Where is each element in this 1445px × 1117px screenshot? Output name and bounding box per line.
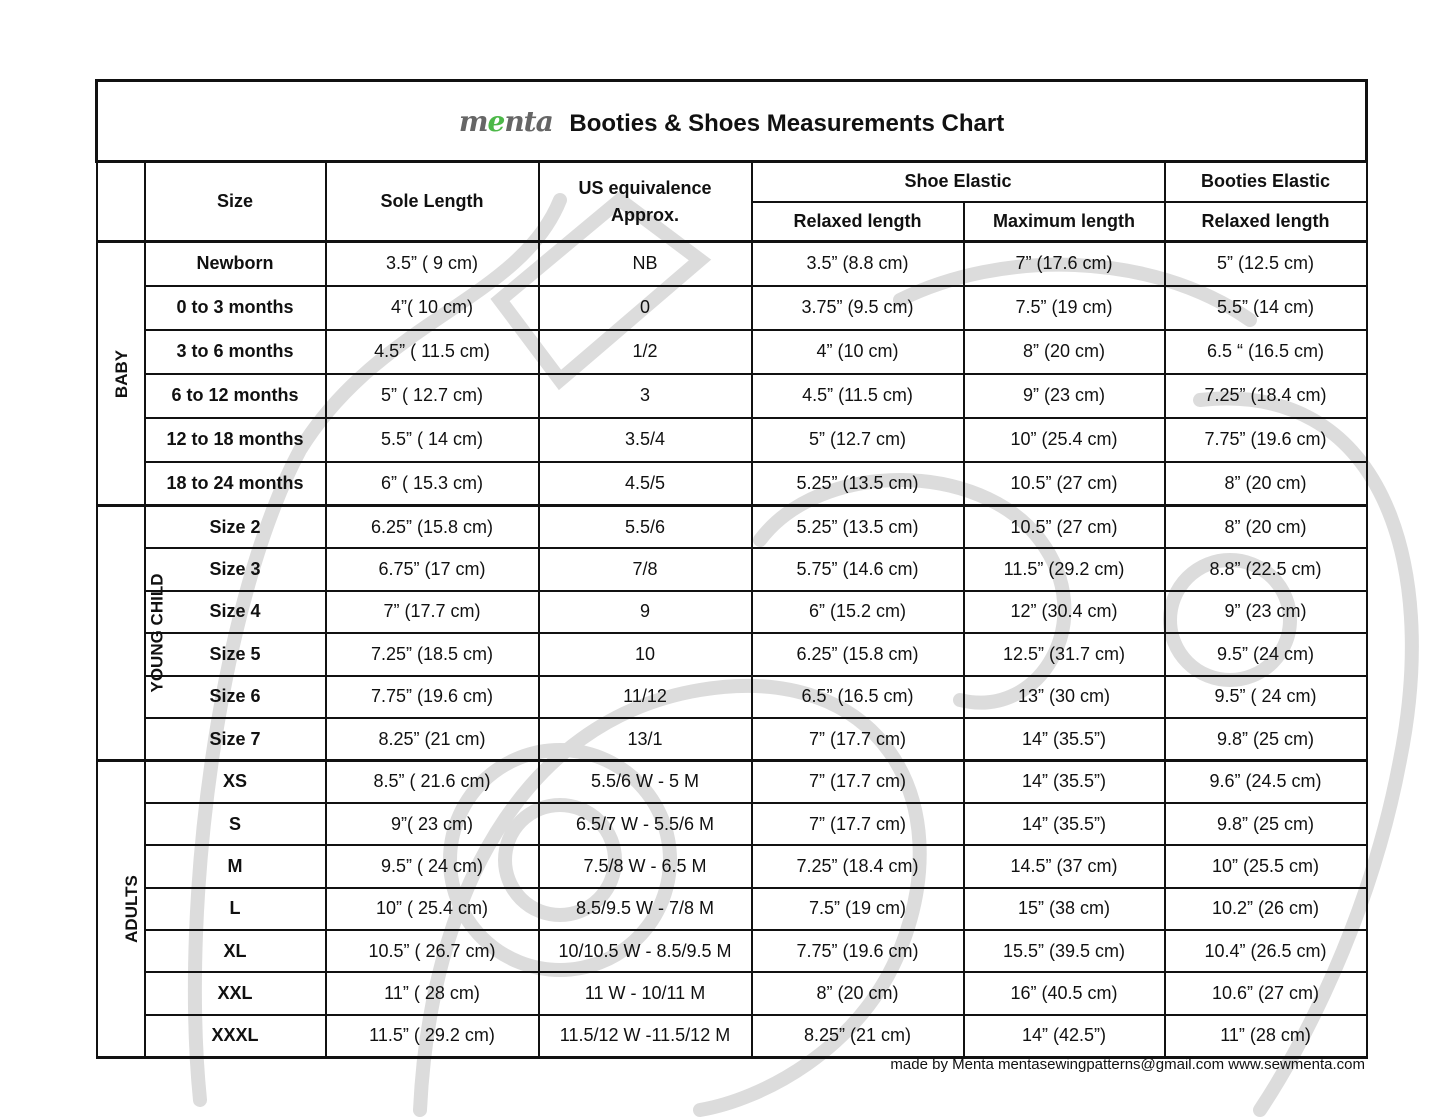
cell-size: XXL <box>145 972 326 1014</box>
table-row <box>97 242 1367 286</box>
table-body <box>97 242 1367 1058</box>
cell-sole-length: 4.5” ( 11.5 cm) <box>326 330 539 374</box>
cell-shoe-maximum-length: 14” (35.5”) <box>964 761 1165 803</box>
group-label-text: ADULTS <box>121 875 141 943</box>
cell-booties-relaxed-length: 5.5” (14 cm) <box>1165 286 1367 330</box>
cell-size: S <box>145 803 326 845</box>
cell-shoe-relaxed-length: 5” (12.7 cm) <box>752 418 964 462</box>
cell-size: Newborn <box>145 242 326 286</box>
cell-size: Size 3 <box>145 548 326 591</box>
cell-sole-length: 5” ( 12.7 cm) <box>326 374 539 418</box>
header-relaxed-length: Relaxed length <box>752 202 964 242</box>
table-row <box>97 718 1367 761</box>
cell-us-equivalence: 11/12 <box>539 676 752 719</box>
cell-shoe-maximum-length: 15.5” (39.5 cm) <box>964 930 1165 972</box>
cell-sole-length: 10.5” ( 26.7 cm) <box>326 930 539 972</box>
cell-us-equivalence: 8.5/9.5 W - 7/8 M <box>539 888 752 930</box>
cell-shoe-maximum-length: 9” (23 cm) <box>964 374 1165 418</box>
table-row <box>97 1015 1367 1057</box>
cell-shoe-maximum-length: 10.5” (27 cm) <box>964 462 1165 506</box>
cell-booties-relaxed-length: 9.5” (24 cm) <box>1165 633 1367 676</box>
table-row <box>97 548 1367 591</box>
cell-sole-length: 4”( 10 cm) <box>326 286 539 330</box>
header-booties-relaxed-length: Relaxed length <box>1165 202 1367 242</box>
cell-booties-relaxed-length: 10.2” (26 cm) <box>1165 888 1367 930</box>
cell-sole-length: 7” (17.7 cm) <box>326 591 539 634</box>
cell-shoe-relaxed-length: 7” (17.7 cm) <box>752 803 964 845</box>
cell-shoe-maximum-length: 14” (35.5”) <box>964 718 1165 761</box>
header-shoe-elastic: Shoe Elastic <box>752 162 1165 202</box>
cell-booties-relaxed-length: 9” (23 cm) <box>1165 591 1367 634</box>
cell-us-equivalence: 5.5/6 <box>539 506 752 549</box>
cell-shoe-relaxed-length: 7.75” (19.6 cm) <box>752 930 964 972</box>
cell-size: 18 to 24 months <box>145 462 326 506</box>
header-us-equivalence: US equivalence Approx. <box>539 162 752 242</box>
cell-size: M <box>145 845 326 887</box>
cell-booties-relaxed-length: 10” (25.5 cm) <box>1165 845 1367 887</box>
cell-us-equivalence: 11 W - 10/11 M <box>539 972 752 1014</box>
header-booties-elastic: Booties Elastic <box>1165 162 1367 202</box>
cell-booties-relaxed-length: 10.6” (27 cm) <box>1165 972 1367 1014</box>
cell-shoe-relaxed-length: 3.5” (8.8 cm) <box>752 242 964 286</box>
cell-size: 0 to 3 months <box>145 286 326 330</box>
table-row <box>97 888 1367 930</box>
table-row <box>97 676 1367 719</box>
cell-shoe-relaxed-length: 6.25” (15.8 cm) <box>752 633 964 676</box>
cell-sole-length: 5.5” ( 14 cm) <box>326 418 539 462</box>
cell-size: L <box>145 888 326 930</box>
cell-us-equivalence: 9 <box>539 591 752 634</box>
cell-us-equivalence: 5.5/6 W - 5 M <box>539 761 752 803</box>
cell-shoe-maximum-length: 7” (17.6 cm) <box>964 242 1165 286</box>
cell-us-equivalence: 7.5/8 W - 6.5 M <box>539 845 752 887</box>
cell-sole-length: 11.5” ( 29.2 cm) <box>326 1015 539 1057</box>
table-row <box>97 418 1367 462</box>
table-row <box>97 286 1367 330</box>
cell-us-equivalence: 3 <box>539 374 752 418</box>
group-label <box>97 506 166 761</box>
cell-shoe-relaxed-length: 4.5” (11.5 cm) <box>752 374 964 418</box>
table-row <box>97 374 1367 418</box>
cell-booties-relaxed-length: 10.4” (26.5 cm) <box>1165 930 1367 972</box>
cell-size: Size 6 <box>145 676 326 719</box>
table-row <box>97 761 1367 803</box>
footer-credit: made by Menta mentasewingpatterns@gmail.com www.sewmenta.com <box>890 1056 1365 1073</box>
cell-us-equivalence: NB <box>539 242 752 286</box>
cell-shoe-relaxed-length: 8.25” (21 cm) <box>752 1015 964 1057</box>
measurements-table <box>95 79 1368 1059</box>
cell-size: 3 to 6 months <box>145 330 326 374</box>
cell-size: Size 5 <box>145 633 326 676</box>
table-row <box>97 591 1367 634</box>
cell-sole-length: 6” ( 15.3 cm) <box>326 462 539 506</box>
cell-booties-relaxed-length: 9.6” (24.5 cm) <box>1165 761 1367 803</box>
cell-sole-length: 11” ( 28 cm) <box>326 972 539 1014</box>
cell-us-equivalence: 7/8 <box>539 548 752 591</box>
cell-shoe-relaxed-length: 5.25” (13.5 cm) <box>752 462 964 506</box>
cell-shoe-relaxed-length: 8” (20 cm) <box>752 972 964 1014</box>
title-text: Booties & Shoes Measurements Chart <box>569 109 1005 137</box>
cell-shoe-relaxed-length: 7” (17.7 cm) <box>752 761 964 803</box>
cell-shoe-maximum-length: 13” (30 cm) <box>964 676 1165 719</box>
cell-shoe-relaxed-length: 6” (15.2 cm) <box>752 591 964 634</box>
chart-title <box>97 81 1367 162</box>
header-sole-length: Sole Length <box>326 162 539 242</box>
cell-shoe-maximum-length: 12.5” (31.7 cm) <box>964 633 1165 676</box>
cell-booties-relaxed-length: 7.75” (19.6 cm) <box>1165 418 1367 462</box>
cell-shoe-maximum-length: 10.5” (27 cm) <box>964 506 1165 549</box>
menta-logo: menta <box>458 104 553 138</box>
cell-shoe-maximum-length: 16” (40.5 cm) <box>964 972 1165 1014</box>
cell-size: 12 to 18 months <box>145 418 326 462</box>
cell-shoe-maximum-length: 7.5” (19 cm) <box>964 286 1165 330</box>
cell-us-equivalence: 11.5/12 W -11.5/12 M <box>539 1015 752 1057</box>
table-row <box>97 930 1367 972</box>
cell-sole-length: 8.5” ( 21.6 cm) <box>326 761 539 803</box>
group-label-text: YOUNG CHILD <box>147 573 166 693</box>
cell-us-equivalence: 13/1 <box>539 718 752 761</box>
cell-size: XS <box>145 761 326 803</box>
cell-shoe-maximum-length: 14.5” (37 cm) <box>964 845 1165 887</box>
table-row <box>97 803 1367 845</box>
cell-size: 6 to 12 months <box>145 374 326 418</box>
table-row <box>97 330 1367 374</box>
group-label <box>97 242 145 506</box>
cell-shoe-maximum-length: 12” (30.4 cm) <box>964 591 1165 634</box>
cell-sole-length: 7.75” (19.6 cm) <box>326 676 539 719</box>
cell-shoe-relaxed-length: 7.5” (19 cm) <box>752 888 964 930</box>
header-size: Size <box>145 162 326 242</box>
cell-size: XXXL <box>145 1015 326 1057</box>
cell-sole-length: 9”( 23 cm) <box>326 803 539 845</box>
cell-sole-length: 10” ( 25.4 cm) <box>326 888 539 930</box>
cell-shoe-relaxed-length: 6.5” (16.5 cm) <box>752 676 964 719</box>
cell-booties-relaxed-length: 8” (20 cm) <box>1165 462 1367 506</box>
cell-shoe-maximum-length: 14” (42.5”) <box>964 1015 1165 1057</box>
cell-booties-relaxed-length: 8.8” (22.5 cm) <box>1165 548 1367 591</box>
group-label <box>97 761 145 1058</box>
cell-shoe-maximum-length: 15” (38 cm) <box>964 888 1165 930</box>
header-maximum-length: Maximum length <box>964 202 1165 242</box>
cell-size: XL <box>145 930 326 972</box>
cell-shoe-relaxed-length: 5.75” (14.6 cm) <box>752 548 964 591</box>
cell-shoe-relaxed-length: 3.75” (9.5 cm) <box>752 286 964 330</box>
cell-booties-relaxed-length: 6.5 “ (16.5 cm) <box>1165 330 1367 374</box>
cell-size: Size 4 <box>145 591 326 634</box>
cell-us-equivalence: 10/10.5 W - 8.5/9.5 M <box>539 930 752 972</box>
cell-booties-relaxed-length: 9.8” (25 cm) <box>1165 803 1367 845</box>
cell-booties-relaxed-length: 5” (12.5 cm) <box>1165 242 1367 286</box>
cell-shoe-relaxed-length: 5.25” (13.5 cm) <box>752 506 964 549</box>
table-row <box>97 972 1367 1014</box>
group-label-text: BABY <box>111 349 131 398</box>
cell-booties-relaxed-length: 7.25” (18.4 cm) <box>1165 374 1367 418</box>
cell-shoe-relaxed-length: 4” (10 cm) <box>752 330 964 374</box>
cell-sole-length: 6.25” (15.8 cm) <box>326 506 539 549</box>
cell-shoe-maximum-length: 11.5” (29.2 cm) <box>964 548 1165 591</box>
cell-booties-relaxed-length: 11” (28 cm) <box>1165 1015 1367 1057</box>
cell-sole-length: 3.5” ( 9 cm) <box>326 242 539 286</box>
cell-us-equivalence: 1/2 <box>539 330 752 374</box>
cell-us-equivalence: 0 <box>539 286 752 330</box>
cell-sole-length: 6.75” (17 cm) <box>326 548 539 591</box>
cell-sole-length: 7.25” (18.5 cm) <box>326 633 539 676</box>
cell-size: Size 2 <box>145 506 326 549</box>
cell-us-equivalence: 10 <box>539 633 752 676</box>
table-row <box>97 845 1367 887</box>
cell-size: Size 7 <box>145 718 326 761</box>
cell-sole-length: 9.5” ( 24 cm) <box>326 845 539 887</box>
cell-us-equivalence: 6.5/7 W - 5.5/6 M <box>539 803 752 845</box>
cell-shoe-relaxed-length: 7.25” (18.4 cm) <box>752 845 964 887</box>
cell-shoe-relaxed-length: 7” (17.7 cm) <box>752 718 964 761</box>
cell-us-equivalence: 3.5/4 <box>539 418 752 462</box>
cell-sole-length: 8.25” (21 cm) <box>326 718 539 761</box>
cell-booties-relaxed-length: 9.8” (25 cm) <box>1165 718 1367 761</box>
cell-us-equivalence: 4.5/5 <box>539 462 752 506</box>
cell-shoe-maximum-length: 14” (35.5”) <box>964 803 1165 845</box>
table-row <box>97 633 1367 676</box>
table-row <box>97 506 1367 549</box>
cell-shoe-maximum-length: 10” (25.4 cm) <box>964 418 1165 462</box>
table-row <box>97 462 1367 506</box>
cell-booties-relaxed-length: 8” (20 cm) <box>1165 506 1367 549</box>
group-header-blank <box>97 162 145 242</box>
cell-shoe-maximum-length: 8” (20 cm) <box>964 330 1165 374</box>
cell-booties-relaxed-length: 9.5” ( 24 cm) <box>1165 676 1367 719</box>
